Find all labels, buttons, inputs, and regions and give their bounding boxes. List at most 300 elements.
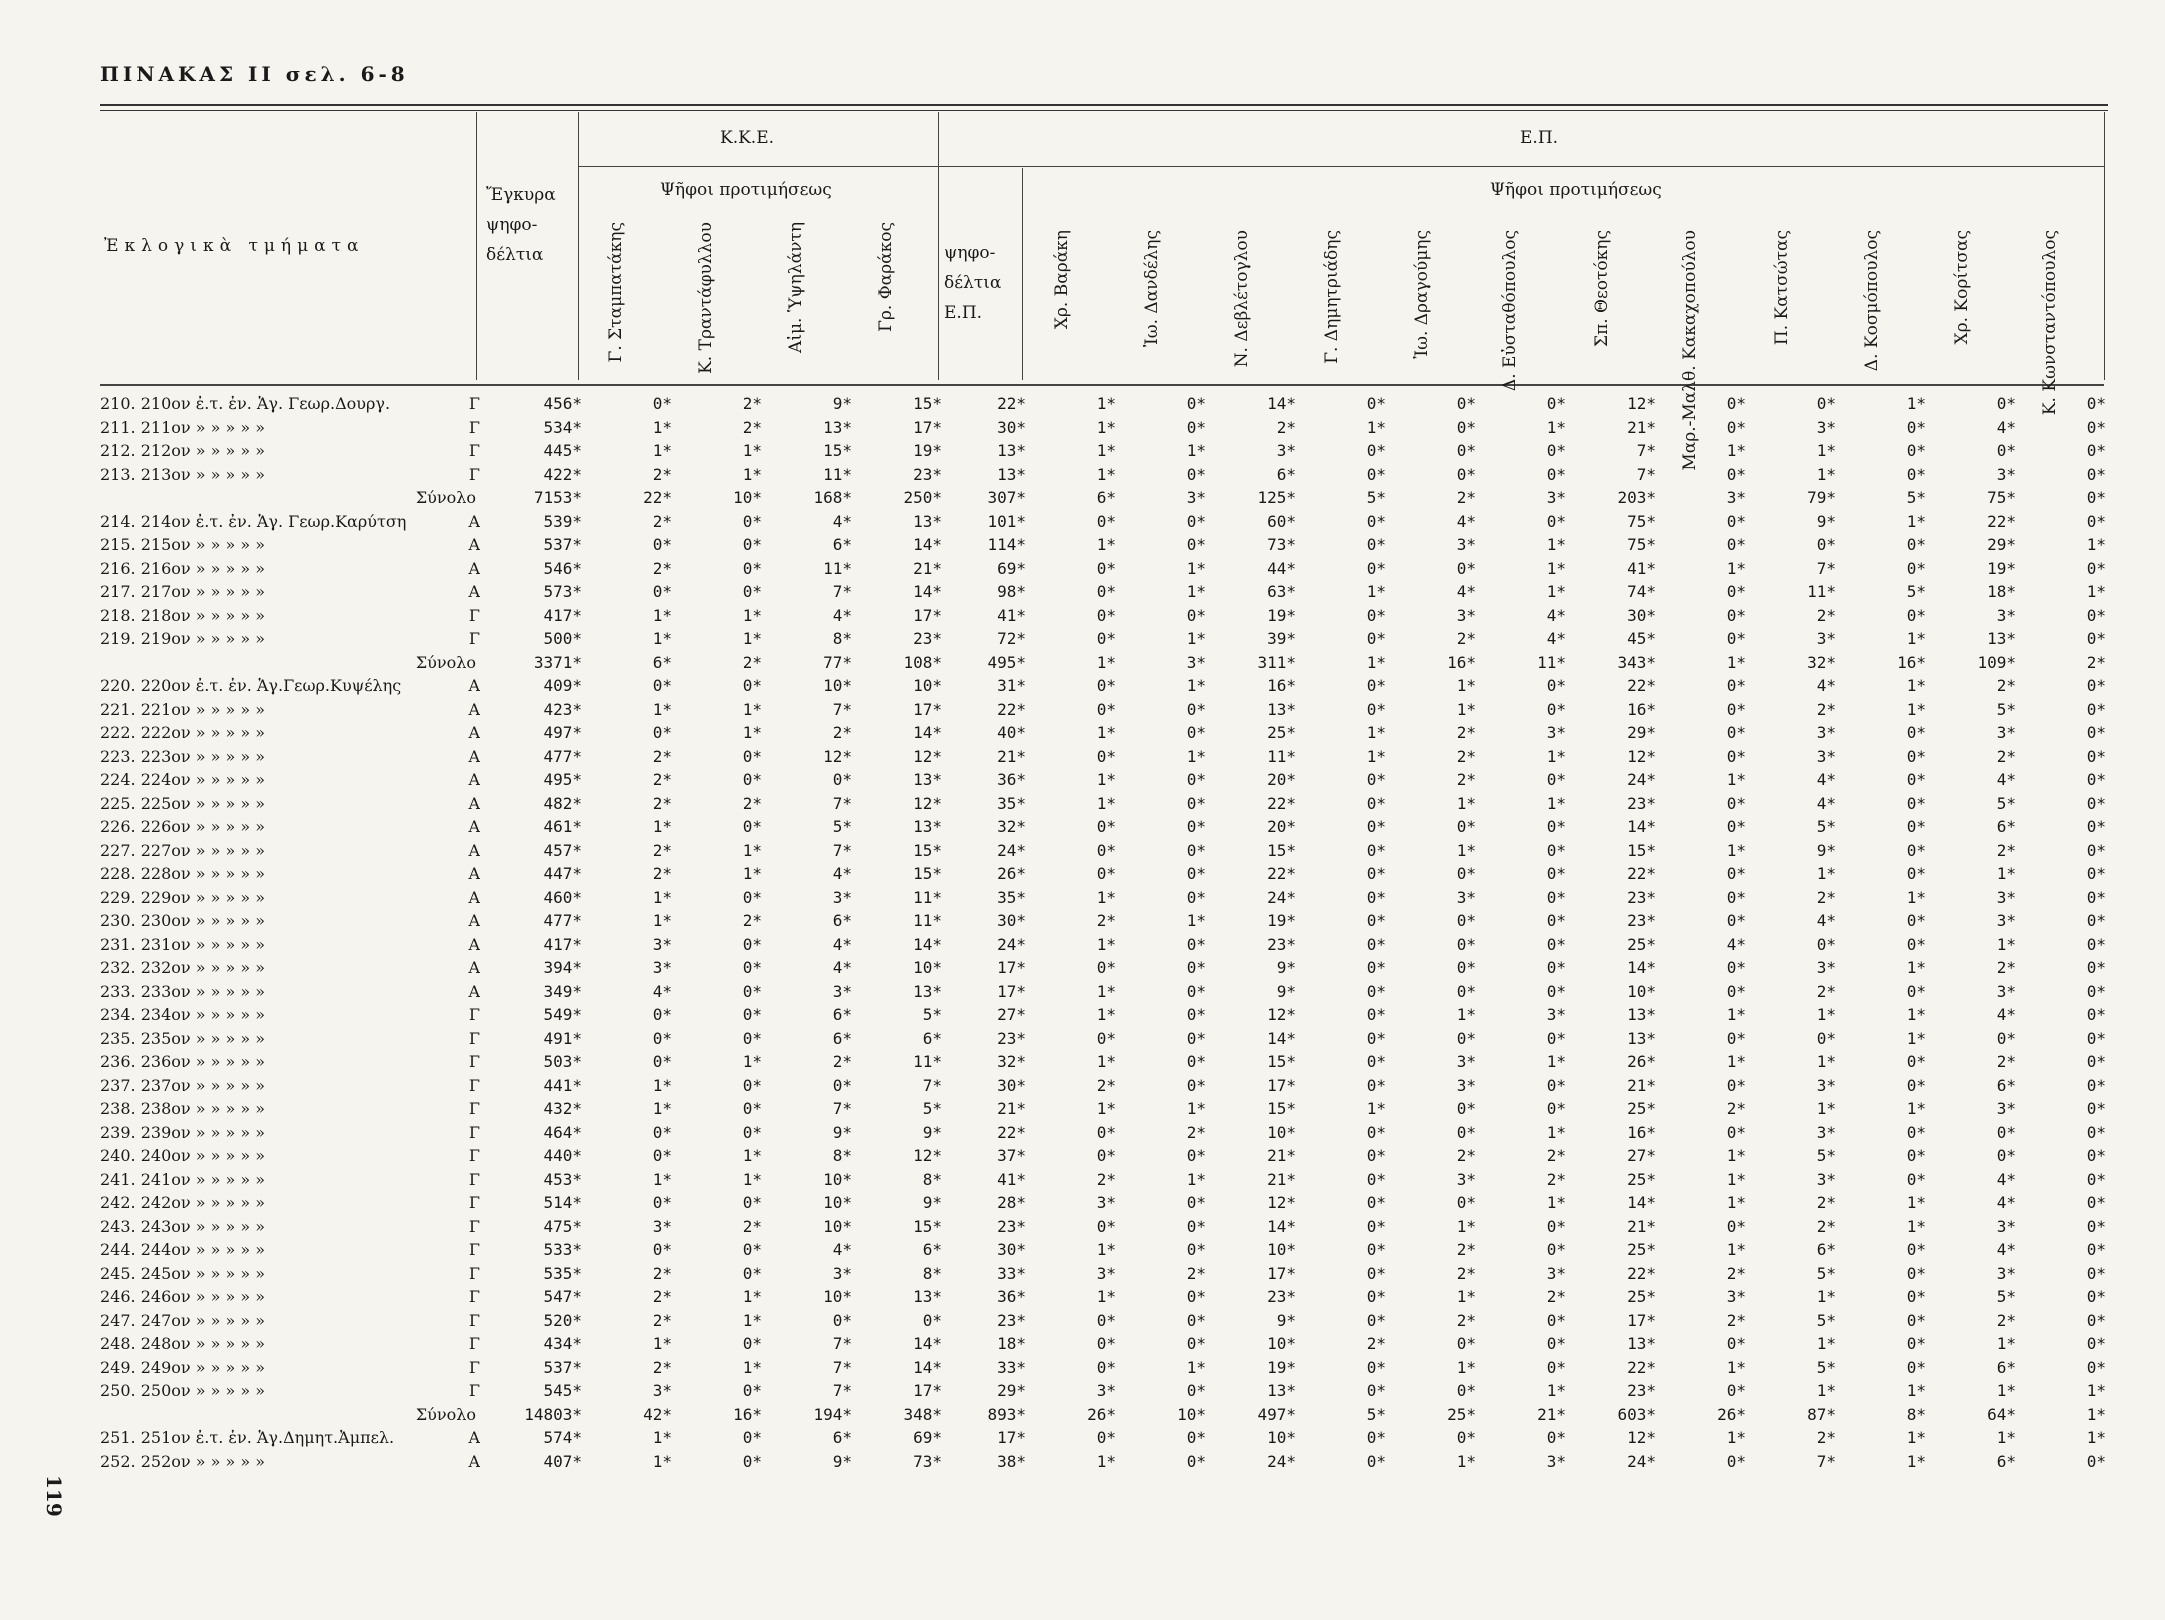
cell-value: 0*	[742, 1428, 762, 1448]
cell-value: 4*	[1996, 417, 2016, 437]
cell-value: 0*	[1186, 1028, 1206, 1048]
cell-value: 2*	[1996, 676, 2016, 696]
cell-value: 33*	[997, 1263, 1026, 1283]
cell-value: 1*	[1546, 558, 1566, 578]
cell-value: 0*	[1186, 887, 1206, 907]
cell-value: 1*	[1366, 417, 1386, 437]
cell-value: 0*	[1096, 558, 1116, 578]
cell-value: 2*	[1456, 1146, 1476, 1166]
cell-value: 73*	[913, 1451, 942, 1471]
cell-value: 1*	[1096, 394, 1116, 414]
cell-value: 12*	[913, 1146, 942, 1166]
row-label-text: 224. 224ον » » » » »	[100, 770, 265, 790]
cell-value: 0*	[1906, 1240, 1926, 1260]
cell-value: 1*	[1366, 723, 1386, 743]
cell-value: 1*	[1456, 793, 1476, 813]
cell-value: 0*	[1186, 1146, 1206, 1166]
cell-value: 75*	[1627, 535, 1656, 555]
cell-value: 17*	[1267, 1263, 1296, 1283]
row-label-text: 218. 218ον » » » » »	[100, 605, 265, 625]
cell-value: 0*	[1366, 1146, 1386, 1166]
cell-value: 2*	[742, 911, 762, 931]
cell-value: 1*	[742, 1357, 762, 1377]
cell-value: 2*	[1816, 1193, 1836, 1213]
row-label	[100, 1215, 480, 1239]
district-code: Α	[468, 958, 480, 978]
cell-value: 0*	[1366, 464, 1386, 484]
row-label-text: 215. 215ον » » » » »	[100, 535, 265, 555]
cell-value: 168*	[813, 488, 852, 508]
cell-value: 13*	[997, 441, 1026, 461]
row-label-text: 238. 238ον » » » » »	[100, 1099, 265, 1119]
cell-value: 0*	[1546, 958, 1566, 978]
cell-value: 24*	[1267, 887, 1296, 907]
cell-value: 1*	[1546, 1122, 1566, 1142]
cell-value: 22*	[1987, 511, 2016, 531]
cell-value: 2*	[652, 1357, 672, 1377]
cell-value: 5*	[1816, 1310, 1836, 1330]
cell-value: 2*	[1366, 1334, 1386, 1354]
cell-value: 1*	[1546, 1381, 1566, 1401]
cell-value: 27*	[997, 1005, 1026, 1025]
cell-value: 0*	[652, 394, 672, 414]
cell-value: 4*	[1996, 770, 2016, 790]
cell-value: 4*	[1816, 770, 1836, 790]
row-label-text: 223. 223ον » » » » »	[100, 746, 265, 766]
cell-value: 1*	[1816, 864, 1836, 884]
ep-candidate-0: Χρ. Βαράκη	[1052, 230, 1072, 330]
row-label-text: 210. 210ον ἐ.τ. ἐν. Ἁγ. Γεωρ.Δουργ.	[100, 394, 391, 414]
cell-value: 1*	[1456, 840, 1476, 860]
cell-value: 0*	[1906, 746, 1926, 766]
cell-value: 6*	[1996, 1075, 2016, 1095]
cell-value: 16*	[1447, 652, 1476, 672]
cell-value: 3*	[1186, 488, 1206, 508]
row-label	[100, 392, 480, 416]
row-label	[100, 1450, 480, 1474]
cell-value: 495*	[987, 652, 1026, 672]
row-label	[100, 627, 480, 651]
cell-value: 0*	[1186, 464, 1206, 484]
cell-value: 0*	[1546, 1334, 1566, 1354]
cell-value: 0*	[1096, 1334, 1116, 1354]
cell-value: 2*	[652, 464, 672, 484]
cell-value: 0*	[1546, 1099, 1566, 1119]
row-label-text: 222. 222ον » » » » »	[100, 723, 265, 743]
cell-value: 0*	[2086, 1169, 2106, 1189]
cell-value: 42*	[643, 1404, 672, 1424]
cell-value: 0*	[742, 958, 762, 978]
cell-value: 2*	[1996, 840, 2016, 860]
district-code: Α	[468, 981, 480, 1001]
cell-value: 0*	[652, 1240, 672, 1260]
cell-value: 1*	[1456, 1451, 1476, 1471]
cell-value: 6*	[922, 1240, 942, 1260]
cell-value: 250*	[903, 488, 942, 508]
cell-value: 0*	[1096, 1122, 1116, 1142]
district-code: Α	[468, 770, 480, 790]
cell-value: 11*	[823, 464, 852, 484]
ep-candidate-7: Μαρ.-Μαλθ. Κακαχοπούλου	[1680, 230, 1700, 471]
cell-value: 1*	[2086, 1404, 2106, 1424]
row-label-text: 251. 251ον ἐ.τ. ἐν. Ἁγ.Δημητ.Ἀμπελ.	[100, 1428, 395, 1448]
cell-value: 1*	[1096, 652, 1116, 672]
cell-value: 31*	[997, 676, 1026, 696]
cell-value: 2*	[1546, 1169, 1566, 1189]
cell-value: 0*	[1726, 394, 1746, 414]
cell-value: 0*	[1366, 911, 1386, 931]
cell-value: 307*	[987, 488, 1026, 508]
cell-value: 1*	[652, 605, 672, 625]
cell-value: 14*	[913, 1357, 942, 1377]
cell-value: 11*	[913, 1052, 942, 1072]
cell-value: 423*	[543, 699, 582, 719]
row-label-text: 252. 252ον » » » » »	[100, 1451, 265, 1471]
cell-value: 457*	[543, 840, 582, 860]
cell-value: 30*	[997, 1075, 1026, 1095]
row-label	[100, 674, 480, 698]
cell-value: 0*	[1726, 1381, 1746, 1401]
cell-value: 1*	[1366, 652, 1386, 672]
cell-value: 0*	[742, 934, 762, 954]
cell-value: 2*	[1726, 1310, 1746, 1330]
cell-value: 7*	[1816, 558, 1836, 578]
cell-value: 1*	[1906, 676, 1926, 696]
cell-value: 2*	[1996, 958, 2016, 978]
cell-value: 0*	[1726, 676, 1746, 696]
table-row	[100, 745, 2106, 769]
cell-value: 0*	[1186, 511, 1206, 531]
cell-value: 5*	[1816, 1146, 1836, 1166]
row-label-text: 243. 243ον » » » » »	[100, 1216, 265, 1236]
cell-value: 0*	[2086, 934, 2106, 954]
cell-value: 0*	[1546, 911, 1566, 931]
cell-value: 349*	[543, 981, 582, 1001]
cell-value: 1*	[1096, 535, 1116, 555]
cell-value: 18*	[1987, 582, 2016, 602]
cell-value: 0*	[742, 1451, 762, 1471]
cell-value: 23*	[1627, 1381, 1656, 1401]
cell-value: 514*	[543, 1193, 582, 1213]
cell-value: 7*	[832, 1357, 852, 1377]
district-code: Γ	[468, 1193, 480, 1213]
cell-value: 17*	[913, 699, 942, 719]
row-label	[100, 1379, 480, 1403]
row-label	[100, 1262, 480, 1286]
cell-value: 0*	[832, 770, 852, 790]
cell-value: 0*	[1906, 1263, 1926, 1283]
cell-value: 497*	[543, 723, 582, 743]
cell-value: 0*	[1816, 535, 1836, 555]
cell-value: 422*	[543, 464, 582, 484]
row-label	[100, 1074, 480, 1098]
cell-value: 22*	[1267, 864, 1296, 884]
row-label	[100, 745, 480, 769]
cell-value: 0*	[2086, 840, 2106, 860]
cell-value: 6*	[922, 1028, 942, 1048]
cell-value: 36*	[997, 1287, 1026, 1307]
cell-value: 9*	[922, 1122, 942, 1142]
cell-value: 21*	[1537, 1404, 1566, 1424]
cell-value: 0*	[1096, 1146, 1116, 1166]
cell-value: 9*	[832, 1122, 852, 1142]
cell-value: 2*	[1276, 417, 1296, 437]
cell-value: 0*	[1726, 1028, 1746, 1048]
cell-value: 1*	[1726, 840, 1746, 860]
table-row	[100, 674, 2106, 698]
cell-value: 534*	[543, 417, 582, 437]
cell-value: 0*	[1456, 1099, 1476, 1119]
cell-value: 456*	[543, 394, 582, 414]
cell-value: 464*	[543, 1122, 582, 1142]
row-label	[100, 416, 480, 440]
cell-value: 2*	[1456, 746, 1476, 766]
cell-value: 500*	[543, 629, 582, 649]
row-label	[100, 580, 480, 604]
cell-value: 0*	[1546, 1216, 1566, 1236]
cell-value: 0*	[742, 1263, 762, 1283]
row-label	[100, 886, 480, 910]
cell-value: 2*	[1546, 1287, 1566, 1307]
cell-value: 0*	[832, 1075, 852, 1095]
cell-value: 1*	[1726, 1357, 1746, 1377]
cell-value: 893*	[987, 1404, 1026, 1424]
cell-value: 0*	[742, 817, 762, 837]
cell-value: 0*	[2086, 1263, 2106, 1283]
table-row	[100, 580, 2106, 604]
table-row	[100, 439, 2106, 463]
cell-value: 0*	[1456, 417, 1476, 437]
row-label-text: 221. 221ον » » » » »	[100, 699, 265, 719]
cell-value: 0*	[1096, 511, 1116, 531]
cell-value: 1*	[652, 699, 672, 719]
cell-value: 1*	[1096, 441, 1116, 461]
cell-value: 0*	[1366, 511, 1386, 531]
cell-value: 0*	[742, 511, 762, 531]
cell-value: 0*	[1186, 1005, 1206, 1025]
cell-value: 0*	[1906, 1287, 1926, 1307]
cell-value: 3*	[1816, 723, 1836, 743]
district-code: Γ	[468, 417, 480, 437]
cell-value: 0*	[652, 1052, 672, 1072]
row-label	[100, 1332, 480, 1356]
cell-value: 6*	[832, 1428, 852, 1448]
cell-value: 8*	[922, 1263, 942, 1283]
cell-value: 1*	[1996, 1428, 2016, 1448]
cell-value: 14803*	[524, 1404, 582, 1424]
cell-value: 0*	[2086, 629, 2106, 649]
cell-value: 2*	[1996, 746, 2016, 766]
table-row	[100, 557, 2106, 581]
cell-value: 10*	[823, 676, 852, 696]
cell-value: 0*	[2086, 1287, 2106, 1307]
cell-value: 1*	[1726, 770, 1746, 790]
cell-value: 0*	[1096, 864, 1116, 884]
row-label-text: 227. 227ον » » » » »	[100, 840, 265, 860]
table-row	[100, 1027, 2106, 1051]
cell-value: 38*	[997, 1451, 1026, 1471]
cell-value: 5*	[1906, 582, 1926, 602]
cell-value: 20*	[1267, 770, 1296, 790]
cell-value: 0*	[1186, 535, 1206, 555]
cell-value: 0*	[1726, 629, 1746, 649]
row-label	[100, 486, 480, 510]
cell-value: 2*	[1996, 1052, 2016, 1072]
cell-value: 27*	[1627, 1146, 1656, 1166]
cell-value: 6*	[1276, 464, 1296, 484]
cell-value: 1*	[652, 1334, 672, 1354]
cell-value: 21*	[1267, 1169, 1296, 1189]
row-label	[100, 510, 480, 534]
cell-value: 1*	[1906, 1099, 1926, 1119]
row-label-text: 234. 234ον » » » » »	[100, 1005, 265, 1025]
cell-value: 13*	[1627, 1005, 1656, 1025]
cell-value: 9*	[1276, 958, 1296, 978]
cell-value: 1*	[1816, 441, 1836, 461]
cell-value: 3*	[1186, 652, 1206, 672]
row-label-text: 219. 219ον » » » » »	[100, 629, 265, 649]
cell-value: 30*	[1627, 605, 1656, 625]
cell-value: 0*	[1726, 981, 1746, 1001]
cell-value: 0*	[1456, 441, 1476, 461]
cell-value: 0*	[1366, 1428, 1386, 1448]
cell-value: 13*	[913, 1287, 942, 1307]
cell-value: 417*	[543, 605, 582, 625]
cell-value: 24*	[997, 934, 1026, 954]
row-label-text: 230. 230ον » » » » »	[100, 911, 265, 931]
district-code: Α	[468, 911, 480, 931]
cell-value: 0*	[742, 1005, 762, 1025]
table-row	[100, 1379, 2106, 1403]
cell-value: 0*	[2086, 887, 2106, 907]
cell-value: 3*	[1996, 981, 2016, 1001]
row-label-text: 241. 241ον » » » » »	[100, 1169, 265, 1189]
cell-value: 0*	[1186, 958, 1206, 978]
cell-value: 434*	[543, 1334, 582, 1354]
cell-value: 461*	[543, 817, 582, 837]
cell-value: 0*	[1726, 817, 1746, 837]
cell-value: 2*	[652, 864, 672, 884]
cell-value: 0*	[1816, 394, 1836, 414]
cell-value: 17*	[997, 1428, 1026, 1448]
cell-value: 4*	[832, 934, 852, 954]
cell-value: 0*	[1186, 1287, 1206, 1307]
cell-value: 0*	[1906, 464, 1926, 484]
cell-value: 1*	[1366, 1099, 1386, 1119]
row-label	[100, 862, 480, 886]
cell-value: 15*	[913, 394, 942, 414]
cell-value: 2*	[1186, 1263, 1206, 1283]
cell-value: 1*	[1726, 441, 1746, 461]
cell-value: 394*	[543, 958, 582, 978]
row-label-text: Σύνολο	[415, 652, 476, 672]
cell-value: 0*	[1366, 1216, 1386, 1236]
district-code: Α	[468, 582, 480, 602]
cell-value: 26*	[997, 864, 1026, 884]
cell-value: 16*	[733, 1404, 762, 1424]
cell-value: 15*	[913, 1216, 942, 1236]
row-label	[100, 463, 480, 487]
cell-value: 4*	[1726, 934, 1746, 954]
cell-value: 1*	[1726, 1428, 1746, 1448]
row-label	[100, 1003, 480, 1027]
cell-value: 194*	[813, 1404, 852, 1424]
cell-value: 32*	[997, 817, 1026, 837]
cell-value: 13*	[913, 817, 942, 837]
cell-value: 13*	[997, 464, 1026, 484]
district-code: Γ	[468, 441, 480, 461]
district-code: Γ	[468, 1169, 480, 1189]
cell-value: 3*	[1456, 887, 1476, 907]
cell-value: 0*	[1096, 817, 1116, 837]
cell-value: 495*	[543, 770, 582, 790]
cell-value: 10*	[1267, 1428, 1296, 1448]
cell-value: 0*	[1186, 1075, 1206, 1095]
sections-header: Ἐκλογικὰ τμήματα	[104, 236, 365, 256]
cell-value: 1*	[1726, 1240, 1746, 1260]
cell-value: 75*	[1627, 511, 1656, 531]
kke-header: Κ.Κ.Ε.	[720, 128, 775, 148]
district-code: Γ	[468, 605, 480, 625]
cell-value: 1*	[1096, 934, 1116, 954]
cell-value: 0*	[2086, 793, 2106, 813]
cell-value: 1*	[1726, 1193, 1746, 1213]
cell-value: 3*	[1816, 958, 1836, 978]
cell-value: 3*	[1816, 1122, 1836, 1142]
row-label	[100, 815, 480, 839]
cell-value: 0*	[2086, 1146, 2106, 1166]
cell-value: 87*	[1807, 1404, 1836, 1424]
row-label	[100, 1050, 480, 1074]
cell-value: 3*	[1456, 605, 1476, 625]
cell-value: 17*	[997, 958, 1026, 978]
page-title: ΠΙΝΑΚΑΣ ΙΙ σελ. 6-8	[100, 62, 409, 86]
cell-value: 8*	[922, 1169, 942, 1189]
cell-value: 15*	[913, 840, 942, 860]
cell-value: 30*	[997, 1240, 1026, 1260]
cell-value: 0*	[2086, 1075, 2106, 1095]
cell-value: 5*	[1366, 488, 1386, 508]
cell-value: 6*	[1996, 1357, 2016, 1377]
cell-value: 1*	[1996, 864, 2016, 884]
cell-value: 1*	[1096, 770, 1116, 790]
cell-value: 0*	[1366, 1075, 1386, 1095]
row-label-text: 249. 249ον » » » » »	[100, 1357, 265, 1377]
cell-value: 2*	[742, 394, 762, 414]
cell-value: 0*	[2086, 394, 2106, 414]
cell-value: 453*	[543, 1169, 582, 1189]
cell-value: 0*	[1726, 746, 1746, 766]
cell-value: 0*	[1366, 1122, 1386, 1142]
cell-value: 537*	[543, 535, 582, 555]
cell-value: 1*	[1096, 1287, 1116, 1307]
cell-value: 0*	[652, 535, 672, 555]
cell-value: 1*	[1096, 1099, 1116, 1119]
cell-value: 1*	[652, 817, 672, 837]
district-code: Γ	[468, 1146, 480, 1166]
cell-value: 0*	[1186, 934, 1206, 954]
cell-value: 343*	[1617, 652, 1656, 672]
cell-value: 1*	[1906, 887, 1926, 907]
district-code: Γ	[468, 1381, 480, 1401]
cell-value: 1*	[1906, 1028, 1926, 1048]
cell-value: 4*	[1996, 1169, 2016, 1189]
cell-value: 17*	[1267, 1075, 1296, 1095]
cell-value: 3*	[1816, 1075, 1836, 1095]
cell-value: 1*	[742, 1052, 762, 1072]
row-label-text: 217. 217ον » » » » »	[100, 582, 265, 602]
cell-value: 2*	[652, 558, 672, 578]
